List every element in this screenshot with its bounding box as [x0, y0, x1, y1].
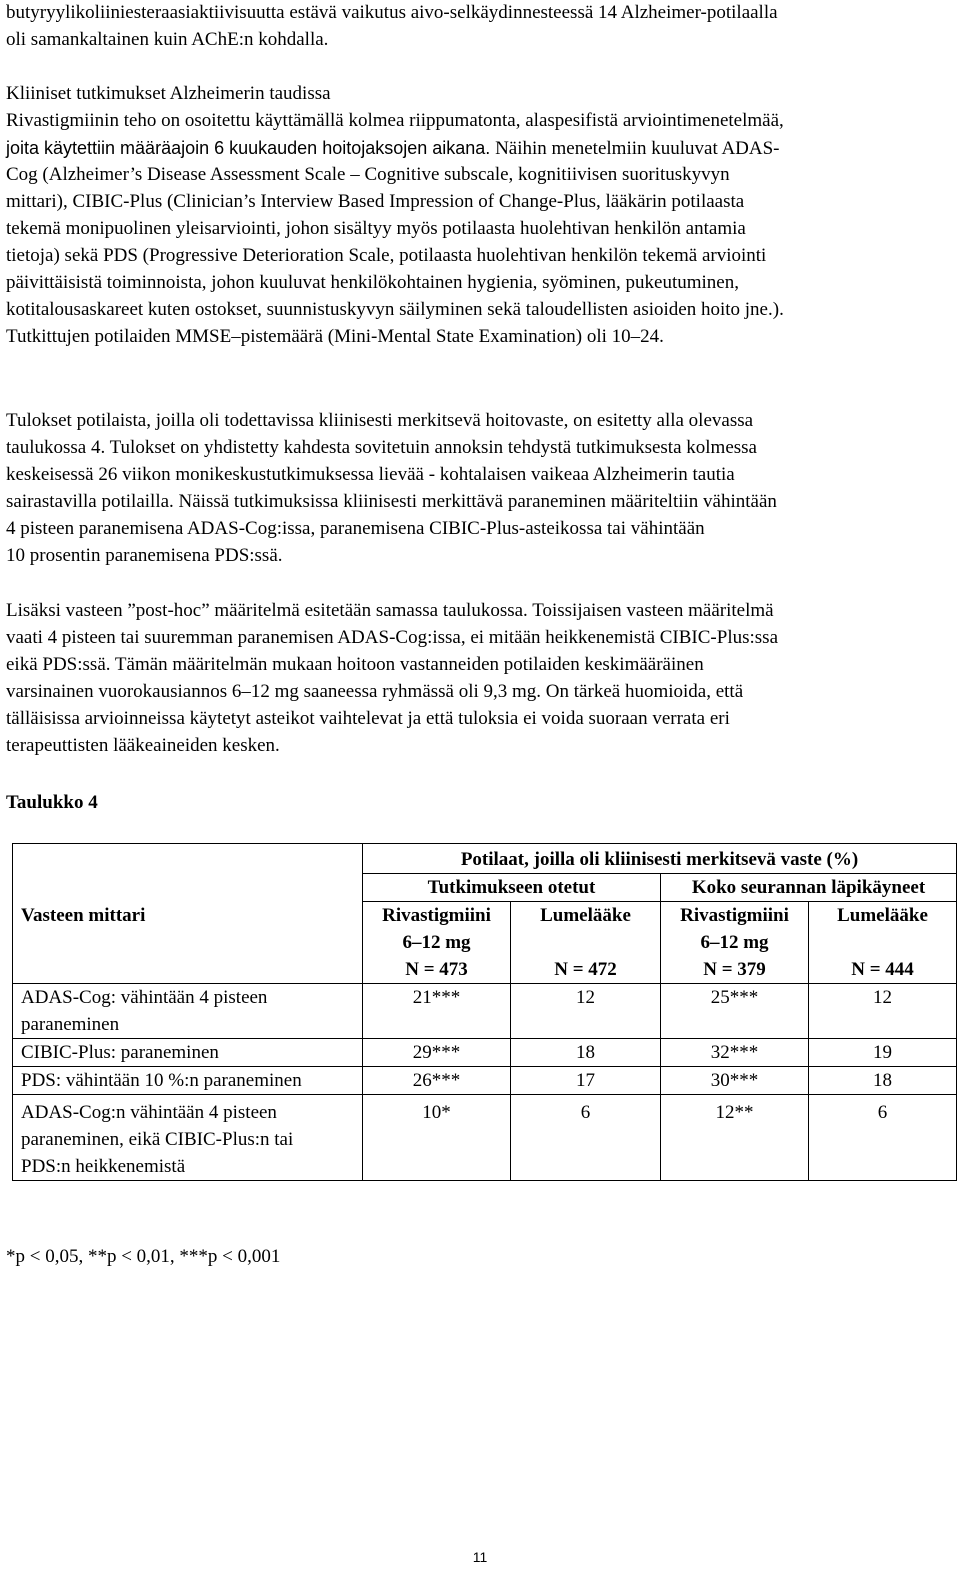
row-1-value-4: 12	[809, 984, 957, 1039]
row-4-label: ADAS-Cog:n vähintään 4 pisteen paraneminen, eikä CIBIC-Plus:n tai PDS:n heikkenemistä	[13, 1095, 363, 1181]
header-empty-cell-2	[13, 874, 363, 902]
row-3-value-2: 17	[511, 1067, 661, 1095]
col-4-name: Lumelääke	[837, 905, 928, 926]
p4-line-1: Lisäksi vasteen ”post-hoc” määritelmä esitetään samassa taulukossa. Toissijaisen vasteen määritelmä	[6, 600, 774, 621]
col-2-dose	[511, 929, 660, 956]
col-2-name: Lumelääke	[540, 905, 631, 926]
col-header-4	[809, 902, 957, 984]
table-header-row-3	[13, 902, 957, 984]
row-1-value-1: 21***	[363, 984, 511, 1039]
p4-line-5: tälläisissa arvioinneissa käytetyt asteikot vaihtelevat ja että tuloksia ei voida suoraan verrata eri	[6, 708, 730, 729]
p1-line-3: Cog (Alzheimer’s Disease Assessment Scale – Cognitive subscale, kognitiivisen suorituskyvyn	[6, 164, 730, 185]
col-header-2	[511, 902, 661, 984]
row-2-value-4: 19	[809, 1039, 957, 1067]
row-3-label: PDS: vähintään 10 %:n paraneminen	[13, 1067, 363, 1095]
col-2-n: N = 472	[554, 959, 617, 980]
section-heading: Kliiniset tutkimukset Alzheimerin taudissa	[6, 83, 331, 104]
p3-line-3: keskeisessä 26 viikon monikeskustutkimuksessa lievää - kohtalaisen vaikeaa Alzheimerin tautia	[6, 464, 735, 485]
group-header: Potilaat, joilla oli kliinisesti merkitsevä vaste (%)	[363, 844, 957, 874]
subheader-completed: Koko seurannan läpikäyneet	[661, 874, 957, 902]
p4-line-6: terapeuttisten lääkeaineiden kesken.	[6, 735, 280, 756]
p3-line-2: taulukossa 4. Tulokset on yhdistetty kahdesta sovitetuin annoksin tehdystä tutkimuksesta kolmessa	[6, 437, 757, 458]
col-header-1	[363, 902, 511, 984]
p1-line-7: päivittäisistä toiminnoista, johon kuuluvat henkilökohtainen hygienia, syöminen, pukeutuminen,	[6, 272, 739, 293]
col-1-dose: 6–12 mg	[402, 932, 471, 953]
p1-line-8: kotitalousaskareet kuten ostokset, suunnistuskyvyn säilyminen sekä taloudellisten asioiden hoito jne.).	[6, 299, 784, 320]
p1-line-2-sans: joita käytettiin määräajoin 6 kuukauden hoitojaksojen aikana.	[6, 138, 491, 158]
col-3-name: Rivastigmiini	[680, 905, 789, 926]
p4-line-3: eikä PDS:ssä. Tämän määritelmän mukaan hoitoon vastanneiden potilaiden keskimääräinen	[6, 654, 704, 675]
row-2-value-1: 29***	[363, 1039, 511, 1067]
row-4-value-1: 10*	[363, 1095, 511, 1181]
col-4-n: N = 444	[851, 959, 914, 980]
col-1-name: Rivastigmiini	[382, 905, 491, 926]
row-3-value-4: 18	[809, 1067, 957, 1095]
row-1-value-2: 12	[511, 984, 661, 1039]
col-header-3	[661, 902, 809, 984]
p3-line-1: Tulokset potilaista, joilla oli todettavissa kliinisesti merkitsevä hoitovaste, on esitetty alla olevassa	[6, 410, 754, 431]
header-empty-cell	[13, 844, 363, 874]
page-number: 11	[472, 1549, 488, 1565]
table-row	[13, 984, 957, 1039]
p1-line-4: mittari), CIBIC-Plus (Clinician’s Interview Based Impression of Change-Plus, lääkärin potilaasta	[6, 191, 745, 212]
table-row	[13, 1039, 957, 1067]
table-footnote: *p < 0,05, **p < 0,01, ***p < 0,001	[6, 1246, 281, 1267]
row-2-value-2: 18	[511, 1039, 661, 1067]
p4-line-4: varsinainen vuorokausiannos 6–12 mg saaneessa ryhmässä oli 9,3 mg. On tärkeä huomioida, että	[6, 681, 744, 702]
row-4-value-3: 12**	[661, 1095, 809, 1181]
p1-line-5: tekemä monipuolinen yleisarviointi, johon sisältyy myös potilaasta huolehtivan henkilön antamia	[6, 218, 746, 239]
results-table	[12, 843, 957, 1181]
table-header-row-2	[13, 874, 957, 902]
row-4-value-4: 6	[809, 1095, 957, 1181]
row-4-value-2: 6	[511, 1095, 661, 1181]
p1-line-6: tietoja) sekä PDS (Progressive Deterioration Scale, potilaasta huolehtivan henkilön tekemä arviointi	[6, 245, 767, 266]
intro-line-2: oli samankaltainen kuin AChE:n kohdalla.	[6, 29, 329, 50]
p3-line-4: sairastavilla potilailla. Näissä tutkimuksissa kliinisesti merkittävä paraneminen määriteltiin vähintään	[6, 491, 777, 512]
intro-line-1: butyryylikoliiniesteraasiaktiivisuutta estävä vaikutus aivo-selkäydinnesteessä 14 Alzheimer-potilaalla	[6, 2, 778, 23]
col-3-n: N = 379	[703, 959, 766, 980]
measure-header: Vasteen mittari	[13, 902, 363, 984]
p4-line-2: vaati 4 pisteen tai suuremman paranemisen ADAS-Cog:issa, ei mitään heikkenemistä CIBIC-Plus:ssa	[6, 627, 778, 648]
col-3-dose: 6–12 mg	[700, 932, 769, 953]
p3-line-5: 4 pisteen paranemisena ADAS-Cog:issa, paranemisena CIBIC-Plus-asteikossa tai vähintään	[6, 518, 705, 539]
table-row	[13, 1067, 957, 1095]
table-row	[13, 1095, 957, 1181]
table-header-row-1	[13, 844, 957, 874]
p1-line-1: Rivastigmiinin teho on osoitettu käyttämällä kolmea riippumatonta, alaspesifistä arviointimenetelmää,	[6, 110, 784, 131]
col-4-dose	[809, 929, 956, 956]
p1-line-2	[6, 135, 780, 163]
row-1-label: ADAS-Cog: vähintään 4 pisteen paraneminen	[13, 984, 363, 1039]
table-caption: Taulukko 4	[6, 792, 98, 813]
row-1-value-3: 25***	[661, 984, 809, 1039]
row-2-value-3: 32***	[661, 1039, 809, 1067]
p3-line-6: 10 prosentin paranemisena PDS:ssä.	[6, 545, 283, 566]
subheader-enrolled: Tutkimukseen otetut	[363, 874, 661, 902]
row-3-value-1: 26***	[363, 1067, 511, 1095]
p1-line-2-serif: Näihin menetelmiin kuuluvat ADAS-	[490, 138, 780, 159]
row-2-label: CIBIC-Plus: paraneminen	[13, 1039, 363, 1067]
row-3-value-3: 30***	[661, 1067, 809, 1095]
col-1-n: N = 473	[405, 959, 468, 980]
p2: Tutkittujen potilaiden MMSE–pistemäärä (Mini-Mental State Examination) oli 10–24.	[6, 326, 664, 347]
